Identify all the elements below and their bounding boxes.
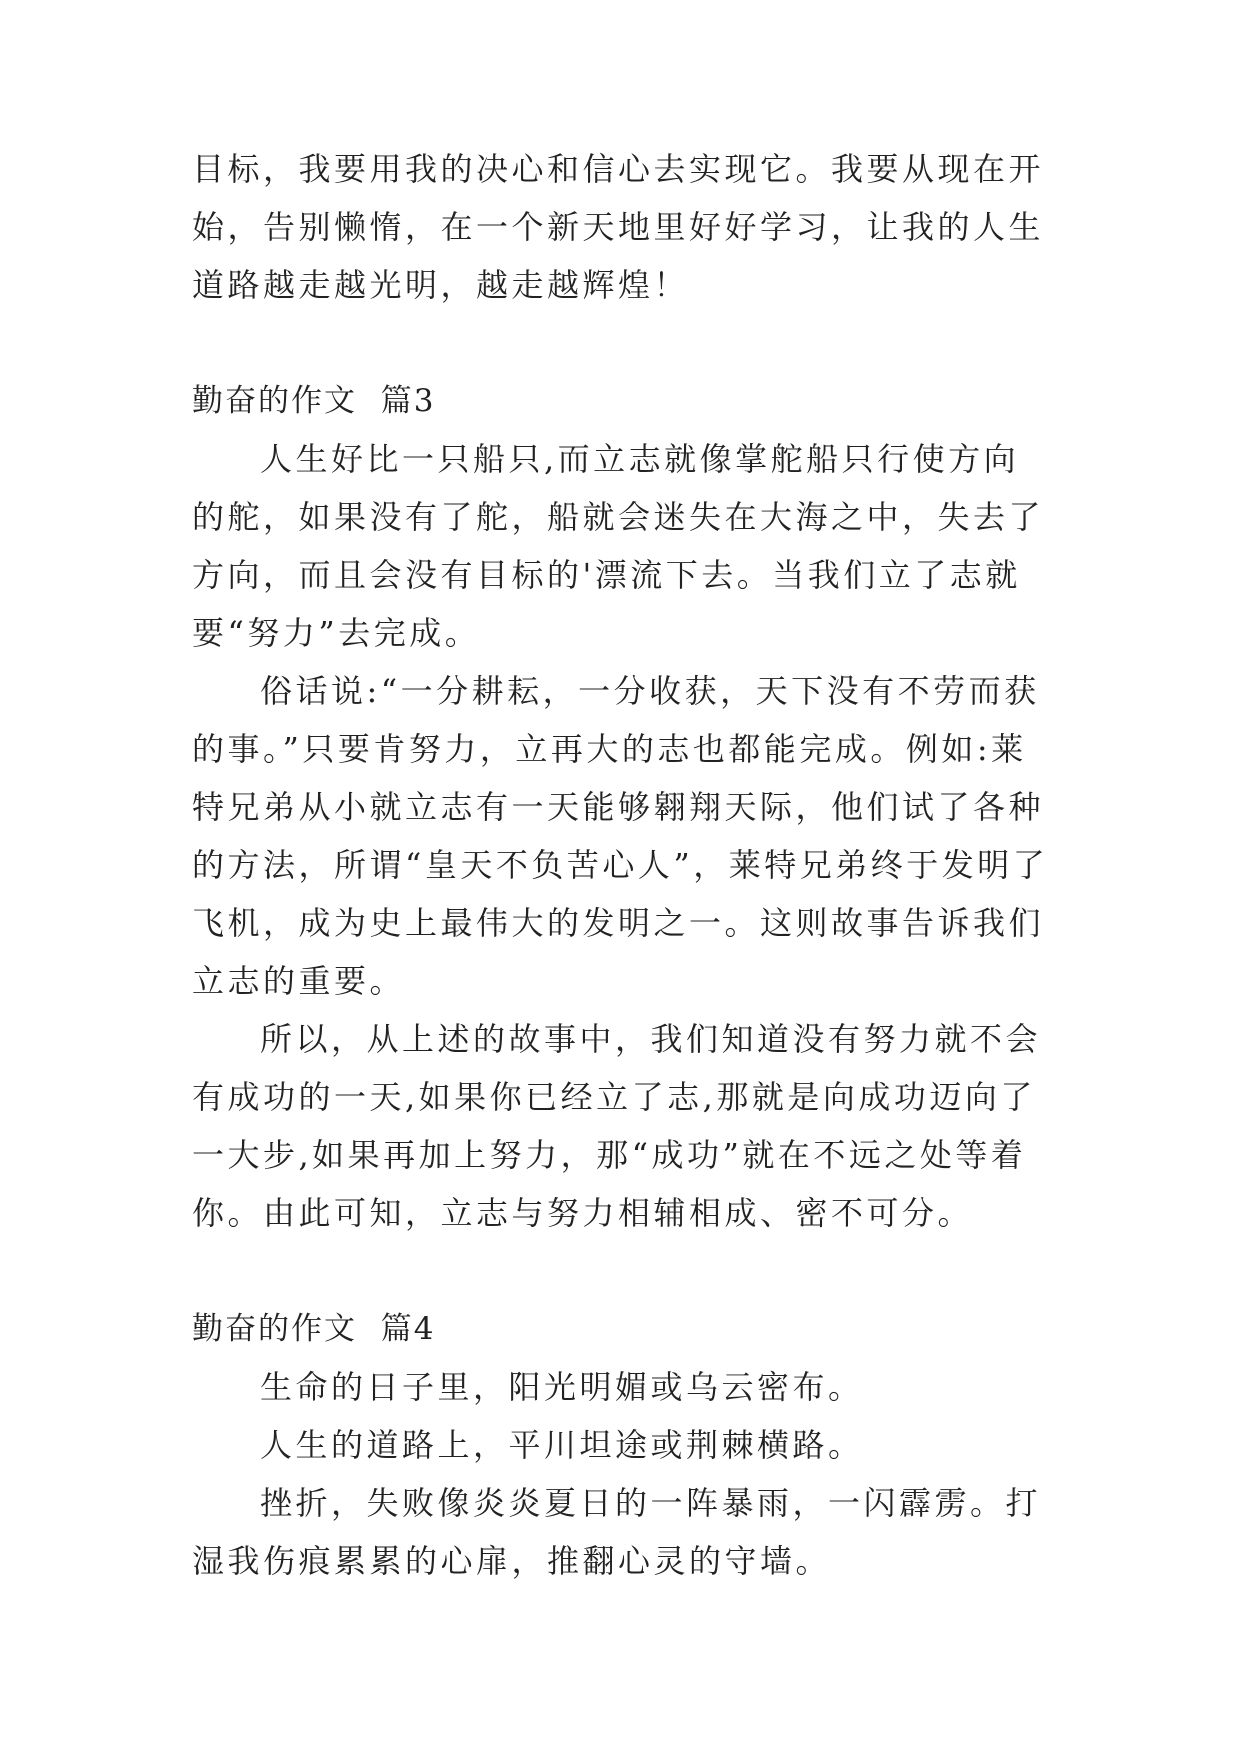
document-body (192, 140, 1052, 1590)
section-4-paragraph-3: 挫折，失败像炎炎夏日的一阵暴雨，一闪霹雳。打湿我伤痕累累的心扉，推翻心灵的守墙。 (192, 1484, 1042, 1580)
section-3-paragraph-1: 人生好比一只船只,而立志就像掌舵船只行使方向的舵，如果没有了舵，船就会迷失在大海之中，失去了方向，而且会没有目标的'漂流下去。当我们立了志就要“努力”去完成。 (192, 440, 1045, 652)
section-4-paragraph-1: 生命的日子里，阳光明媚或乌云密布。 (260, 1368, 864, 1406)
section-3-paragraph-2: 俗话说:“一分耕耘，一分收获，天下没有不劳而获的事。”只要肯努力，立再大的志也都能完成。例如:莱特兄弟从小就立志有一天能够翱翔天际，他们试了各种的方法，所谓“皇天不负苦心人”，莱特兄弟终于发明了飞机，成为史上最伟大的发明之一。这则故事告诉我们立志的重要。 (192, 672, 1049, 1000)
section-4-paragraph-2: 人生的道路上，平川坦途或荆棘横路。 (260, 1426, 864, 1464)
section-3-paragraph-3: 所以，从上述的故事中，我们知道没有努力就不会有成功的一天,如果你已经立了志,那就是向成功迈向了一大步,如果再加上努力，那“成功”就在不远之处等着你。由此可知，立志与努力相辅相成、密不可分。 (192, 1020, 1042, 1232)
section-4-heading: 勤奋的作文 篇4 (192, 1311, 436, 1347)
section-gap (192, 1242, 1052, 1300)
intro-paragraph: 目标，我要用我的决心和信心去实现它。我要从现在开始，告别懒惰，在一个新天地里好好学习，让我的人生道路越走越光明，越走越辉煌！ (192, 150, 1045, 304)
section-3-heading: 勤奋的作文 篇3 (192, 383, 436, 419)
section-gap (192, 314, 1052, 372)
